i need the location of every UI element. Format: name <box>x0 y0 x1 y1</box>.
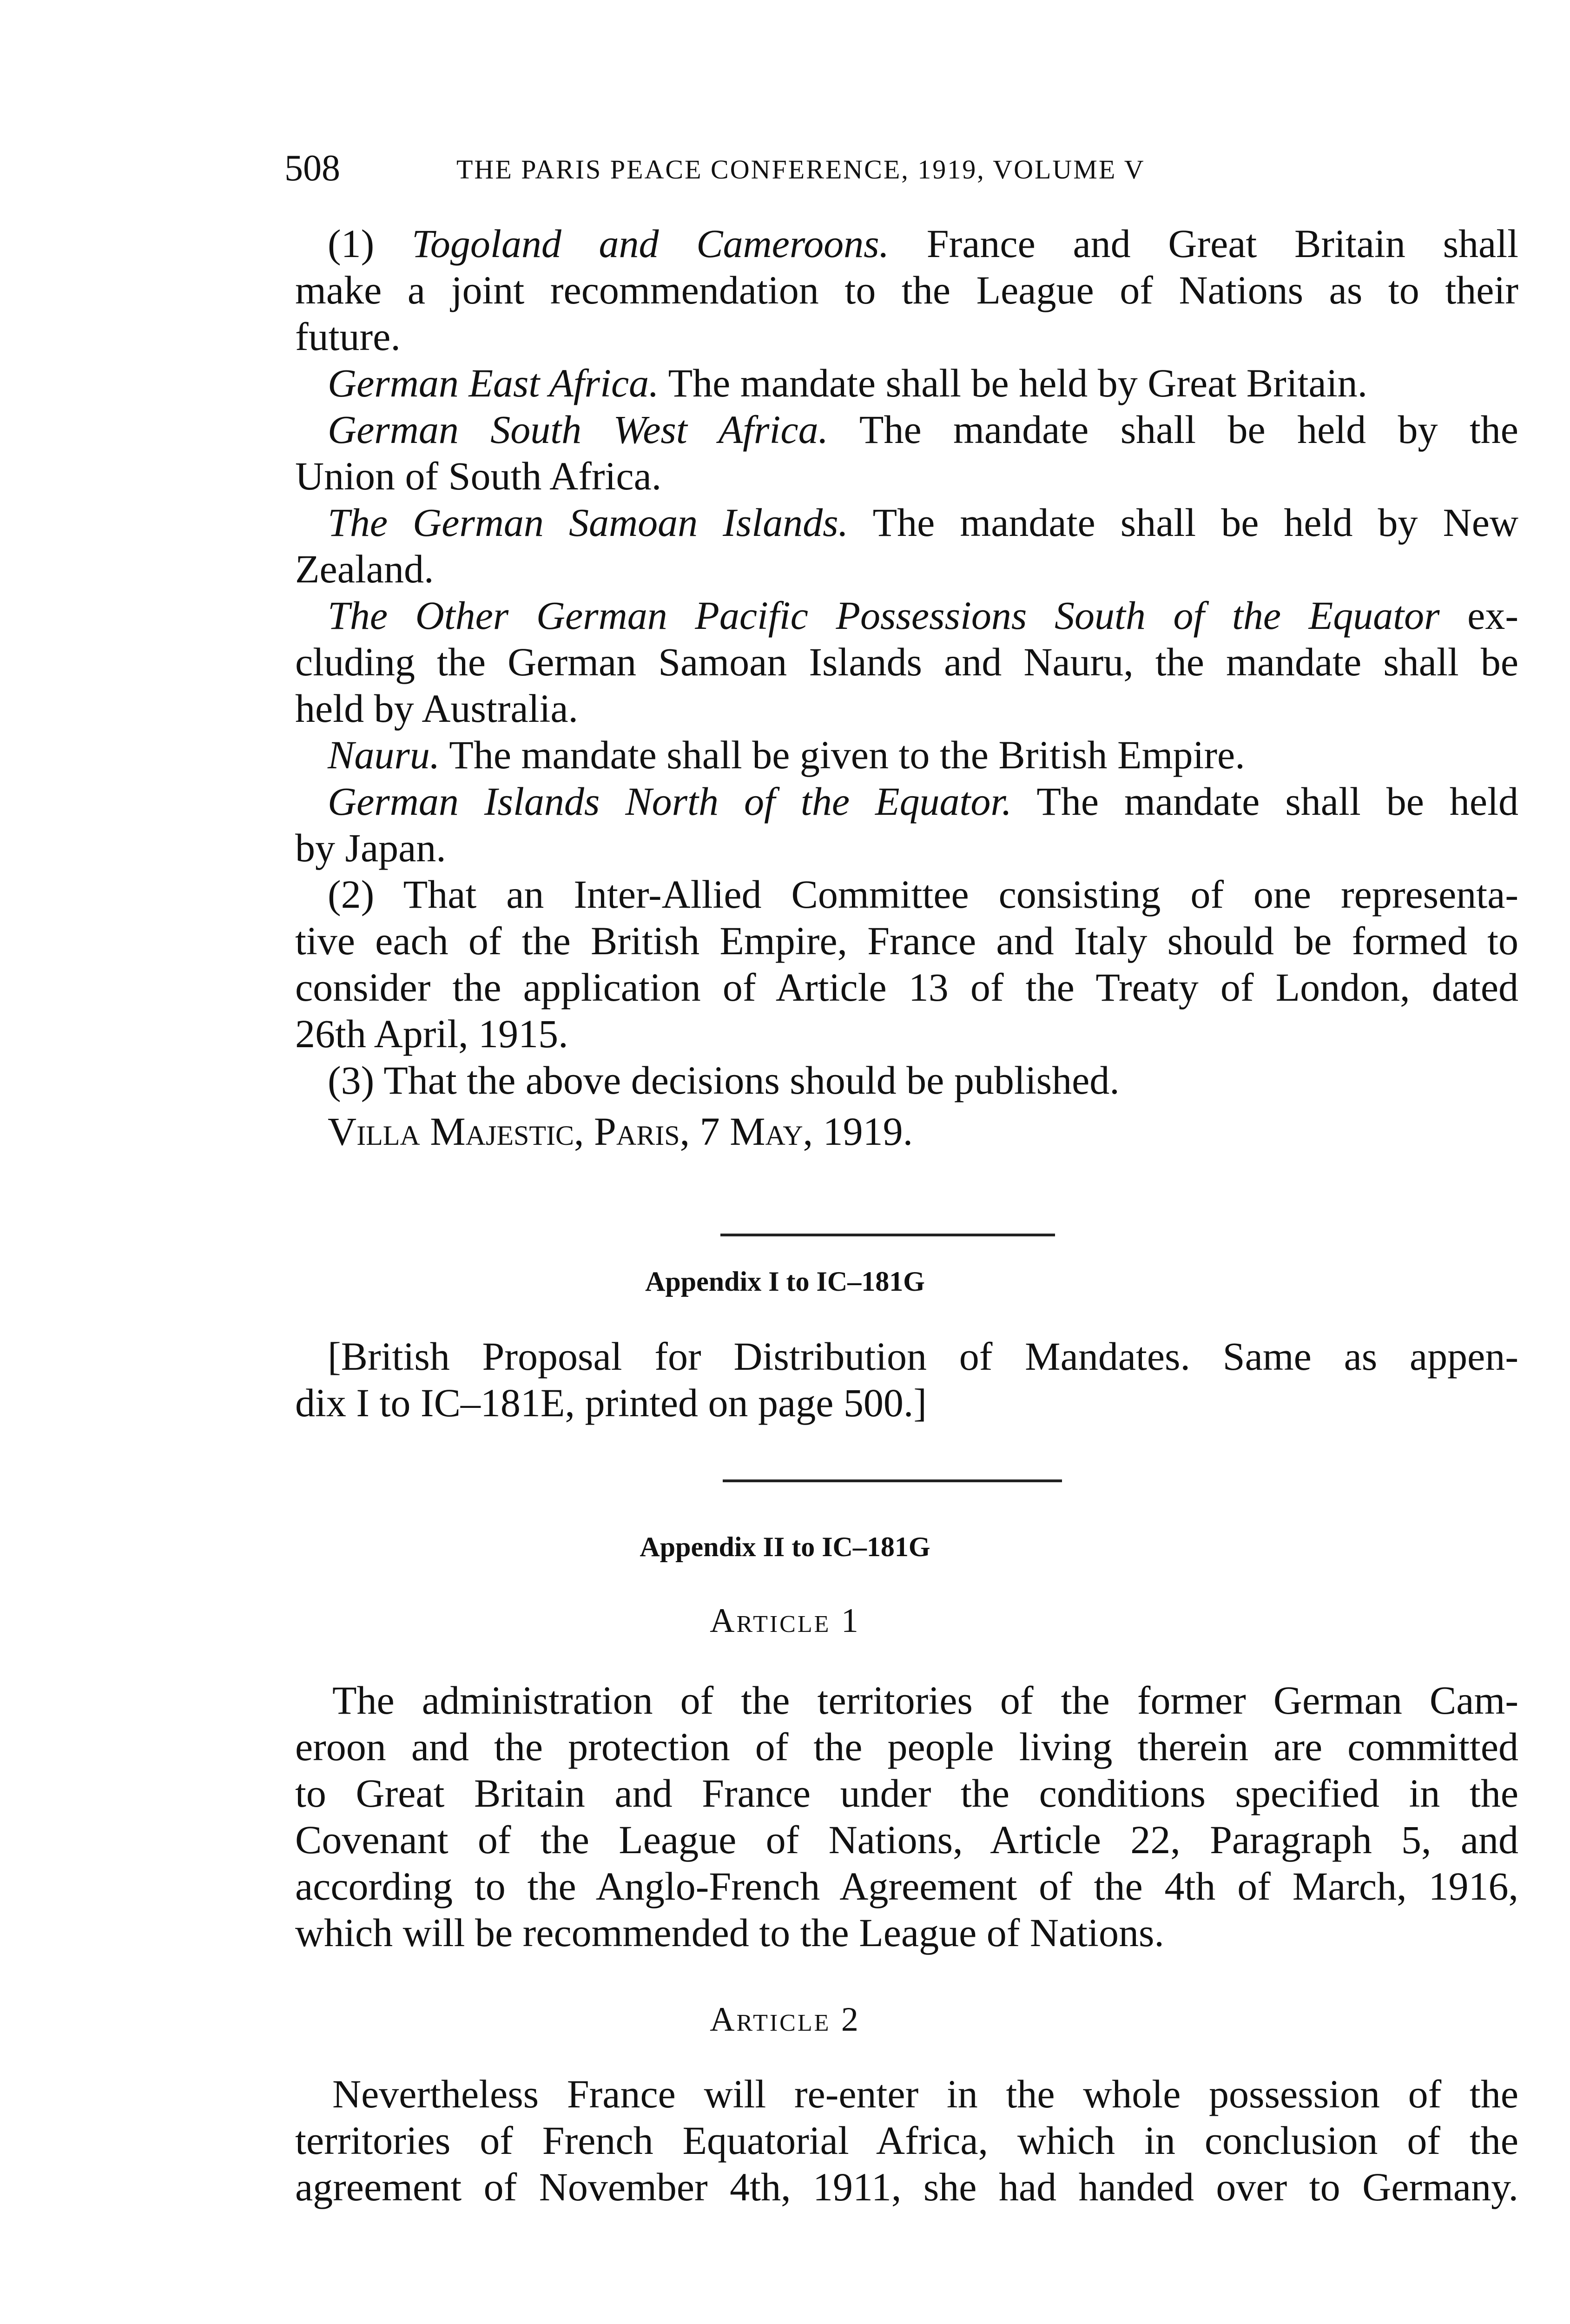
mandate-german-south-west-africa: German South West Africa. The mandate shall be held by the <box>328 407 1518 452</box>
appendix-2-heading: Appendix II to IC–181G <box>640 1532 930 1562</box>
signoff: Villa Majestic, Paris, 7 May, 1919. <box>328 1109 913 1154</box>
resolution-1-line-1: (1) Togoland and Cameroons. France and Great Britain shall <box>328 221 1518 266</box>
article-1-line-6: which will be recommended to the League of Nations. <box>295 1910 1164 1955</box>
mandate-pacific: The Other German Pacific Possessions South of the Equator ex- <box>328 593 1518 638</box>
article-1-line-4: Covenant of the League of Nations, Article 22, Paragraph 5, and <box>295 1817 1518 1862</box>
north-title: German Islands North of the Equator. <box>328 779 1012 824</box>
page-header <box>284 145 1511 191</box>
appendix-1-line-1: [British Proposal for Distribution of Mandates. Same as appen- <box>328 1334 1518 1379</box>
mandate-samoa: The German Samoan Islands. The mandate shall be held by New <box>328 500 1518 545</box>
section-divider-2 <box>723 1479 1062 1482</box>
running-head: THE PARIS PEACE CONFERENCE, 1919, VOLUME V <box>456 154 1145 185</box>
mandate-pacific-line-2: cluding the German Samoan Islands and Nauru, the mandate shall be <box>295 640 1518 684</box>
resolution-2-line-2: tive each of the British Empire, France and Italy should be formed to <box>295 918 1518 963</box>
togoland-title: Togoland and Cameroons. <box>411 221 890 266</box>
mandate-german-east-africa: German East Africa. The mandate shall be held by Great Britain. <box>328 361 1368 405</box>
nauru-title: Nauru. <box>328 733 440 777</box>
resolution-2-line-4: 26th April, 1915. <box>295 1011 568 1056</box>
page-number: 508 <box>284 148 340 189</box>
appendix-1-heading: Appendix I to IC–181G <box>645 1266 925 1297</box>
article-2-line-2: territories of French Equatorial Africa, which in conclusion of the <box>295 2118 1518 2163</box>
article-2-line-3: agreement of November 4th, 1911, she had handed over to Germany. <box>295 2165 1518 2209</box>
resolution-1-line-2: make a joint recommendation to the League of Nations as to their <box>295 268 1518 312</box>
article-1-line-5: according to the Anglo-French Agreement of the 4th of March, 1916, <box>295 1864 1518 1908</box>
resolution-2-line-3: consider the application of Article 13 of the Treaty of London, dated <box>295 965 1518 1010</box>
mandate-nauru: Nauru. The mandate shall be given to the British Empire. <box>328 733 1245 777</box>
article-1-line-3: to Great Britain and France under the conditions specified in the <box>295 1771 1518 1816</box>
article-1-line-2: eroon and the protection of the people living therein are committed <box>295 1724 1518 1769</box>
samoa-title: The German Samoan Islands. <box>328 500 849 545</box>
mandate-gswa-line-2: Union of South Africa. <box>295 454 662 498</box>
pacific-title: The Other German Pacific Possessions South of the Equator <box>328 593 1440 638</box>
gea-title: German East Africa. <box>328 361 659 405</box>
resolution-1-line-3: future. <box>295 314 401 359</box>
article-1-heading: Article 1 <box>710 1602 860 1640</box>
resolution-3: (3) That the above decisions should be published. <box>328 1058 1120 1103</box>
section-divider-1 <box>720 1234 1055 1236</box>
article-2-line-1: Nevertheless France will re-enter in the whole possession of the <box>332 2072 1518 2116</box>
mandate-pacific-line-3: held by Australia. <box>295 686 579 731</box>
article-1-line-1: The administration of the territories of the former German Cam- <box>332 1678 1518 1723</box>
gswa-title: German South West Africa. <box>328 407 829 452</box>
mandate-north-line-2: by Japan. <box>295 825 446 870</box>
resolution-2-line-1: (2) That an Inter-Allied Committee consisting of one representa- <box>328 872 1518 917</box>
appendix-1-line-2: dix I to IC–181E, printed on page 500.] <box>295 1380 927 1425</box>
mandate-samoa-line-2: Zealand. <box>295 547 434 591</box>
article-2-heading: Article 2 <box>710 2000 860 2039</box>
mandate-north-equator: German Islands North of the Equator. The mandate shall be held <box>328 779 1518 824</box>
